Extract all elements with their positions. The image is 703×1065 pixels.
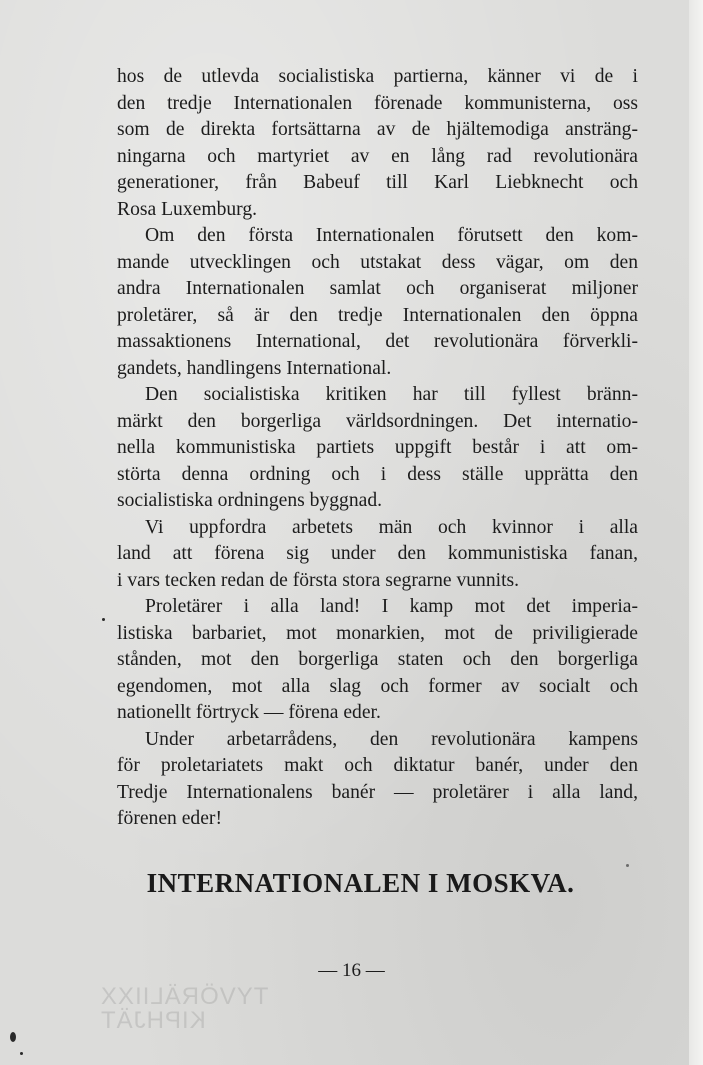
text-line: Proletärer i alla land! I kamp mot det imperia- <box>145 596 638 617</box>
text-line: störta denna ordning och i dess ställe upprätta den <box>117 463 638 485</box>
text-line: mande utvecklingen och utstakat dess vägar, om den <box>117 251 638 273</box>
text-line: Vi uppfordra arbetets män och kvinnor i alla <box>145 516 638 538</box>
show-through-bleed: TYVÖRÄLIIXX KIPHJÄT <box>100 983 269 1034</box>
text-line: Om den första Internationalen förutsett den kom- <box>145 225 638 246</box>
text-line: massaktionens International, det revolutionära förverkli- <box>117 331 638 352</box>
body-text <box>117 64 638 833</box>
text-line: gandets, handlingens International. <box>117 357 392 379</box>
text-line: som de direkta fortsättarna av de hjältemodiga ansträng- <box>117 119 638 140</box>
text-line: andra Internationalen samlat och organiserat miljoner <box>117 278 638 299</box>
text-line: märkt den borgerliga världsordningen. Det internatio- <box>117 410 638 432</box>
speck-mark <box>102 618 105 621</box>
text-line: proletärer, så är den tredje Internationalen den öppna <box>117 304 638 326</box>
text-line: Rosa Luxemburg. <box>117 198 258 220</box>
text-line: stånden, mot den borgerliga staten och den borgerliga <box>117 649 638 670</box>
speck-mark <box>10 1032 16 1042</box>
text-line: listiska barbariet, mot monarkien, mot de priviligierade <box>117 622 638 644</box>
text-line: egendomen, mot alla slag och former av socialt och <box>117 675 638 697</box>
signature <box>0 868 703 899</box>
text-line: nella kommunistiska partiets uppgift består i att om- <box>117 437 638 458</box>
speck-mark <box>20 1052 23 1055</box>
text-line: land att förena sig under den kommunistiska fanan, <box>117 543 638 564</box>
text-line: Den socialistiska kritiken har till fyllest bränn- <box>145 384 638 405</box>
speck-mark <box>626 864 629 867</box>
text-line: socialistiska ordningens byggnad. <box>117 490 383 511</box>
signature-text: INTERNATIONALEN I MOSKVA. <box>146 868 575 898</box>
page-edge <box>689 0 703 1065</box>
text-line: Tredje Internationalens banér — proletärer i alla land, <box>117 781 638 803</box>
text-line: i vars tecken redan de första stora segrarne vunnits. <box>117 569 520 591</box>
text-line: nationellt förtryck — förena eder. <box>117 702 381 723</box>
text-line: generationer, från Babeuf till Karl Liebknecht och <box>117 172 638 193</box>
page-number: — 16 — <box>318 960 385 981</box>
text-line: den tredje Internationalen förenade kommunisterna, oss <box>117 92 638 114</box>
text-line: för proletariatets makt och diktatur banér, under den <box>117 755 638 776</box>
text-line: ningarna och martyriet av en lång rad revolutionära <box>117 145 638 167</box>
text-line: Under arbetarrådens, den revolutionära kampens <box>145 728 638 750</box>
text-line: hos de utlevda socialistiska partierna, känner vi de i <box>117 66 638 87</box>
text-line: förenen eder! <box>117 808 222 829</box>
